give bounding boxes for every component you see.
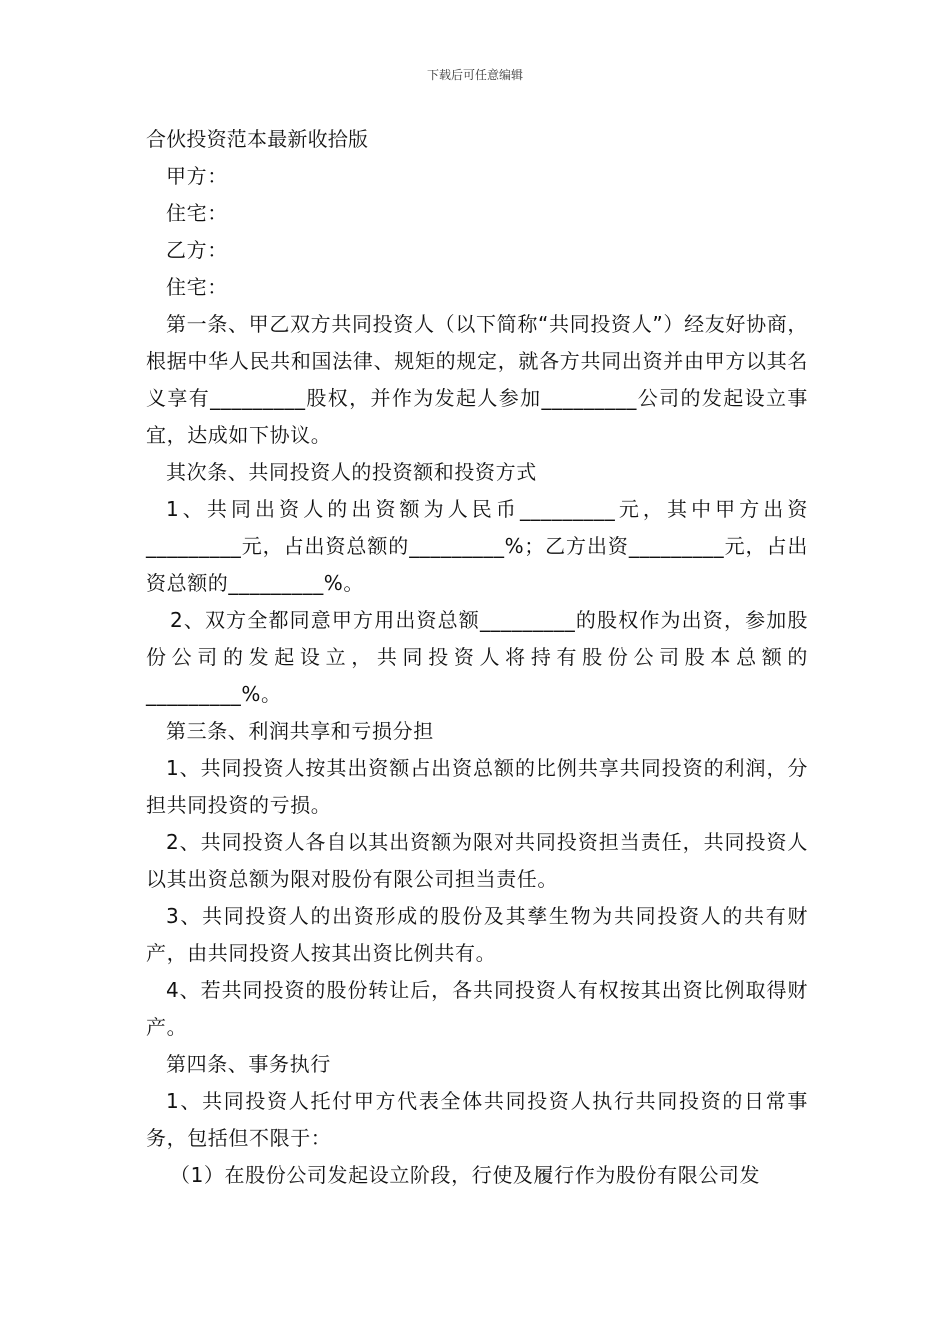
party-a-address-label: 住宅： xyxy=(166,201,228,225)
article-3-heading: 第三条、利润共享和亏损分担 xyxy=(166,719,434,743)
article-2-item-2: 2、双方全都同意甲方用出资总额_________的股权作为出资，参加股份公司的发起设立，共同投资人将持有股份公司股本总额的_________%。 xyxy=(146,608,808,706)
article-3-item-1: 1、共同投资人按其出资额占出资总额的比例共享共同投资的利润，分担共同投资的亏损。 xyxy=(146,756,808,817)
party-b-label: 乙方： xyxy=(166,238,228,262)
article-2-heading: 其次条、共同投资人的投资额和投资方式 xyxy=(166,460,537,484)
article-4-item-1: 1、共同投资人托付甲方代表全体共同投资人执行共同投资的日常事务，包括但不限于： xyxy=(146,1089,808,1150)
party-b-address-label: 住宅： xyxy=(166,275,228,299)
page-header: 下载后可任意编辑 xyxy=(426,68,523,82)
article-3-item-4: 4、若共同投资的股份转让后，各共同投资人有权按其出资比例取得财产。 xyxy=(146,978,808,1039)
document-body xyxy=(146,121,808,1194)
article-4-heading: 第四条、事务执行 xyxy=(166,1052,331,1076)
article-2-item-1: 1、共同出资人的出资额为人民币_________元，其中甲方出资_________元，占出资总额的_________%；乙方出资_________元，占出资总额的_________%。 xyxy=(146,497,808,595)
article-4-subitem-1: （1）在股份公司发起设立阶段，行使及履行作为股份有限公司发 xyxy=(170,1163,761,1187)
party-a-label: 甲方： xyxy=(166,164,228,188)
article-3-item-3: 3、共同投资人的出资形成的股份及其孳生物为共同投资人的共有财产，由共同投资人按其出资比例共有。 xyxy=(146,904,808,965)
document-title: 合伙投资范本最新收拾版 xyxy=(146,127,369,151)
article-3-item-2: 2、共同投资人各自以其出资额为限对共同投资担当责任，共同投资人以其出资总额为限对股份有限公司担当责任。 xyxy=(146,830,808,891)
article-1-paragraph: 第一条、甲乙双方共同投资人（以下简称“共同投资人”）经友好协商，根据中华人民共和国法律、规矩的规定，就各方共同出资并由甲方以其名义享有_________股权，并作为发起人参加_________公司的发起设立事宜，达成如下协议。 xyxy=(146,312,809,447)
